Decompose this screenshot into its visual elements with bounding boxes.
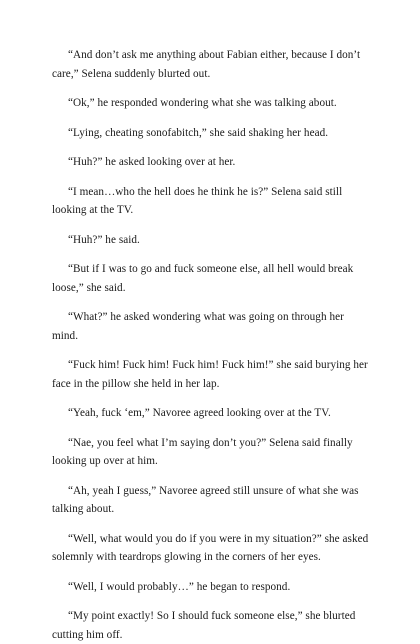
paragraph: “I mean…who the hell does he think he is?” Selena said still looking at the TV. bbox=[52, 185, 343, 216]
paragraph: “My point exactly! So I should fuck someone else,” she blurted cutting him off. bbox=[52, 610, 356, 641]
paragraph: “Yeah, fuck ‘em,” Navoree agreed looking over at the TV. bbox=[68, 407, 331, 419]
paragraph: “Fuck him! Fuck him! Fuck him! Fuck him!” she said burying her face in the pillow she held in her lap. bbox=[52, 359, 368, 390]
paragraph: “Huh?” he asked looking over at her. bbox=[68, 156, 236, 168]
paragraph: “Well, I would probably…” he began to respond. bbox=[68, 580, 291, 593]
paragraph: “Well, what would you do if you were in my situation?” she asked solemnly with teardrops glowing in the corners of her eyes. bbox=[52, 532, 369, 563]
paragraph: “Nae, you feel what I’m saying don’t you?” Selena said finally looking up over at him. bbox=[52, 436, 353, 467]
paragraph: “And don’t ask me anything about Fabian either, because I don’t care,” Selena suddenly blurted out. bbox=[52, 49, 361, 80]
paragraph: “Lying, cheating sonofabitch,” she said shaking her head. bbox=[68, 126, 329, 139]
paragraph: “Ok,” he responded wondering what she was talking about. bbox=[68, 97, 337, 109]
paragraph: “What?” he asked wondering what was going on through her mind. bbox=[52, 311, 344, 342]
paragraph: “Ah, yeah I guess,” Navoree agreed still unsure of what she was talking about. bbox=[52, 484, 359, 515]
paragraph: “Huh?” he said. bbox=[68, 233, 140, 246]
paragraph: “But if I was to go and fuck someone else, all hell would break loose,” she said. bbox=[52, 263, 354, 294]
